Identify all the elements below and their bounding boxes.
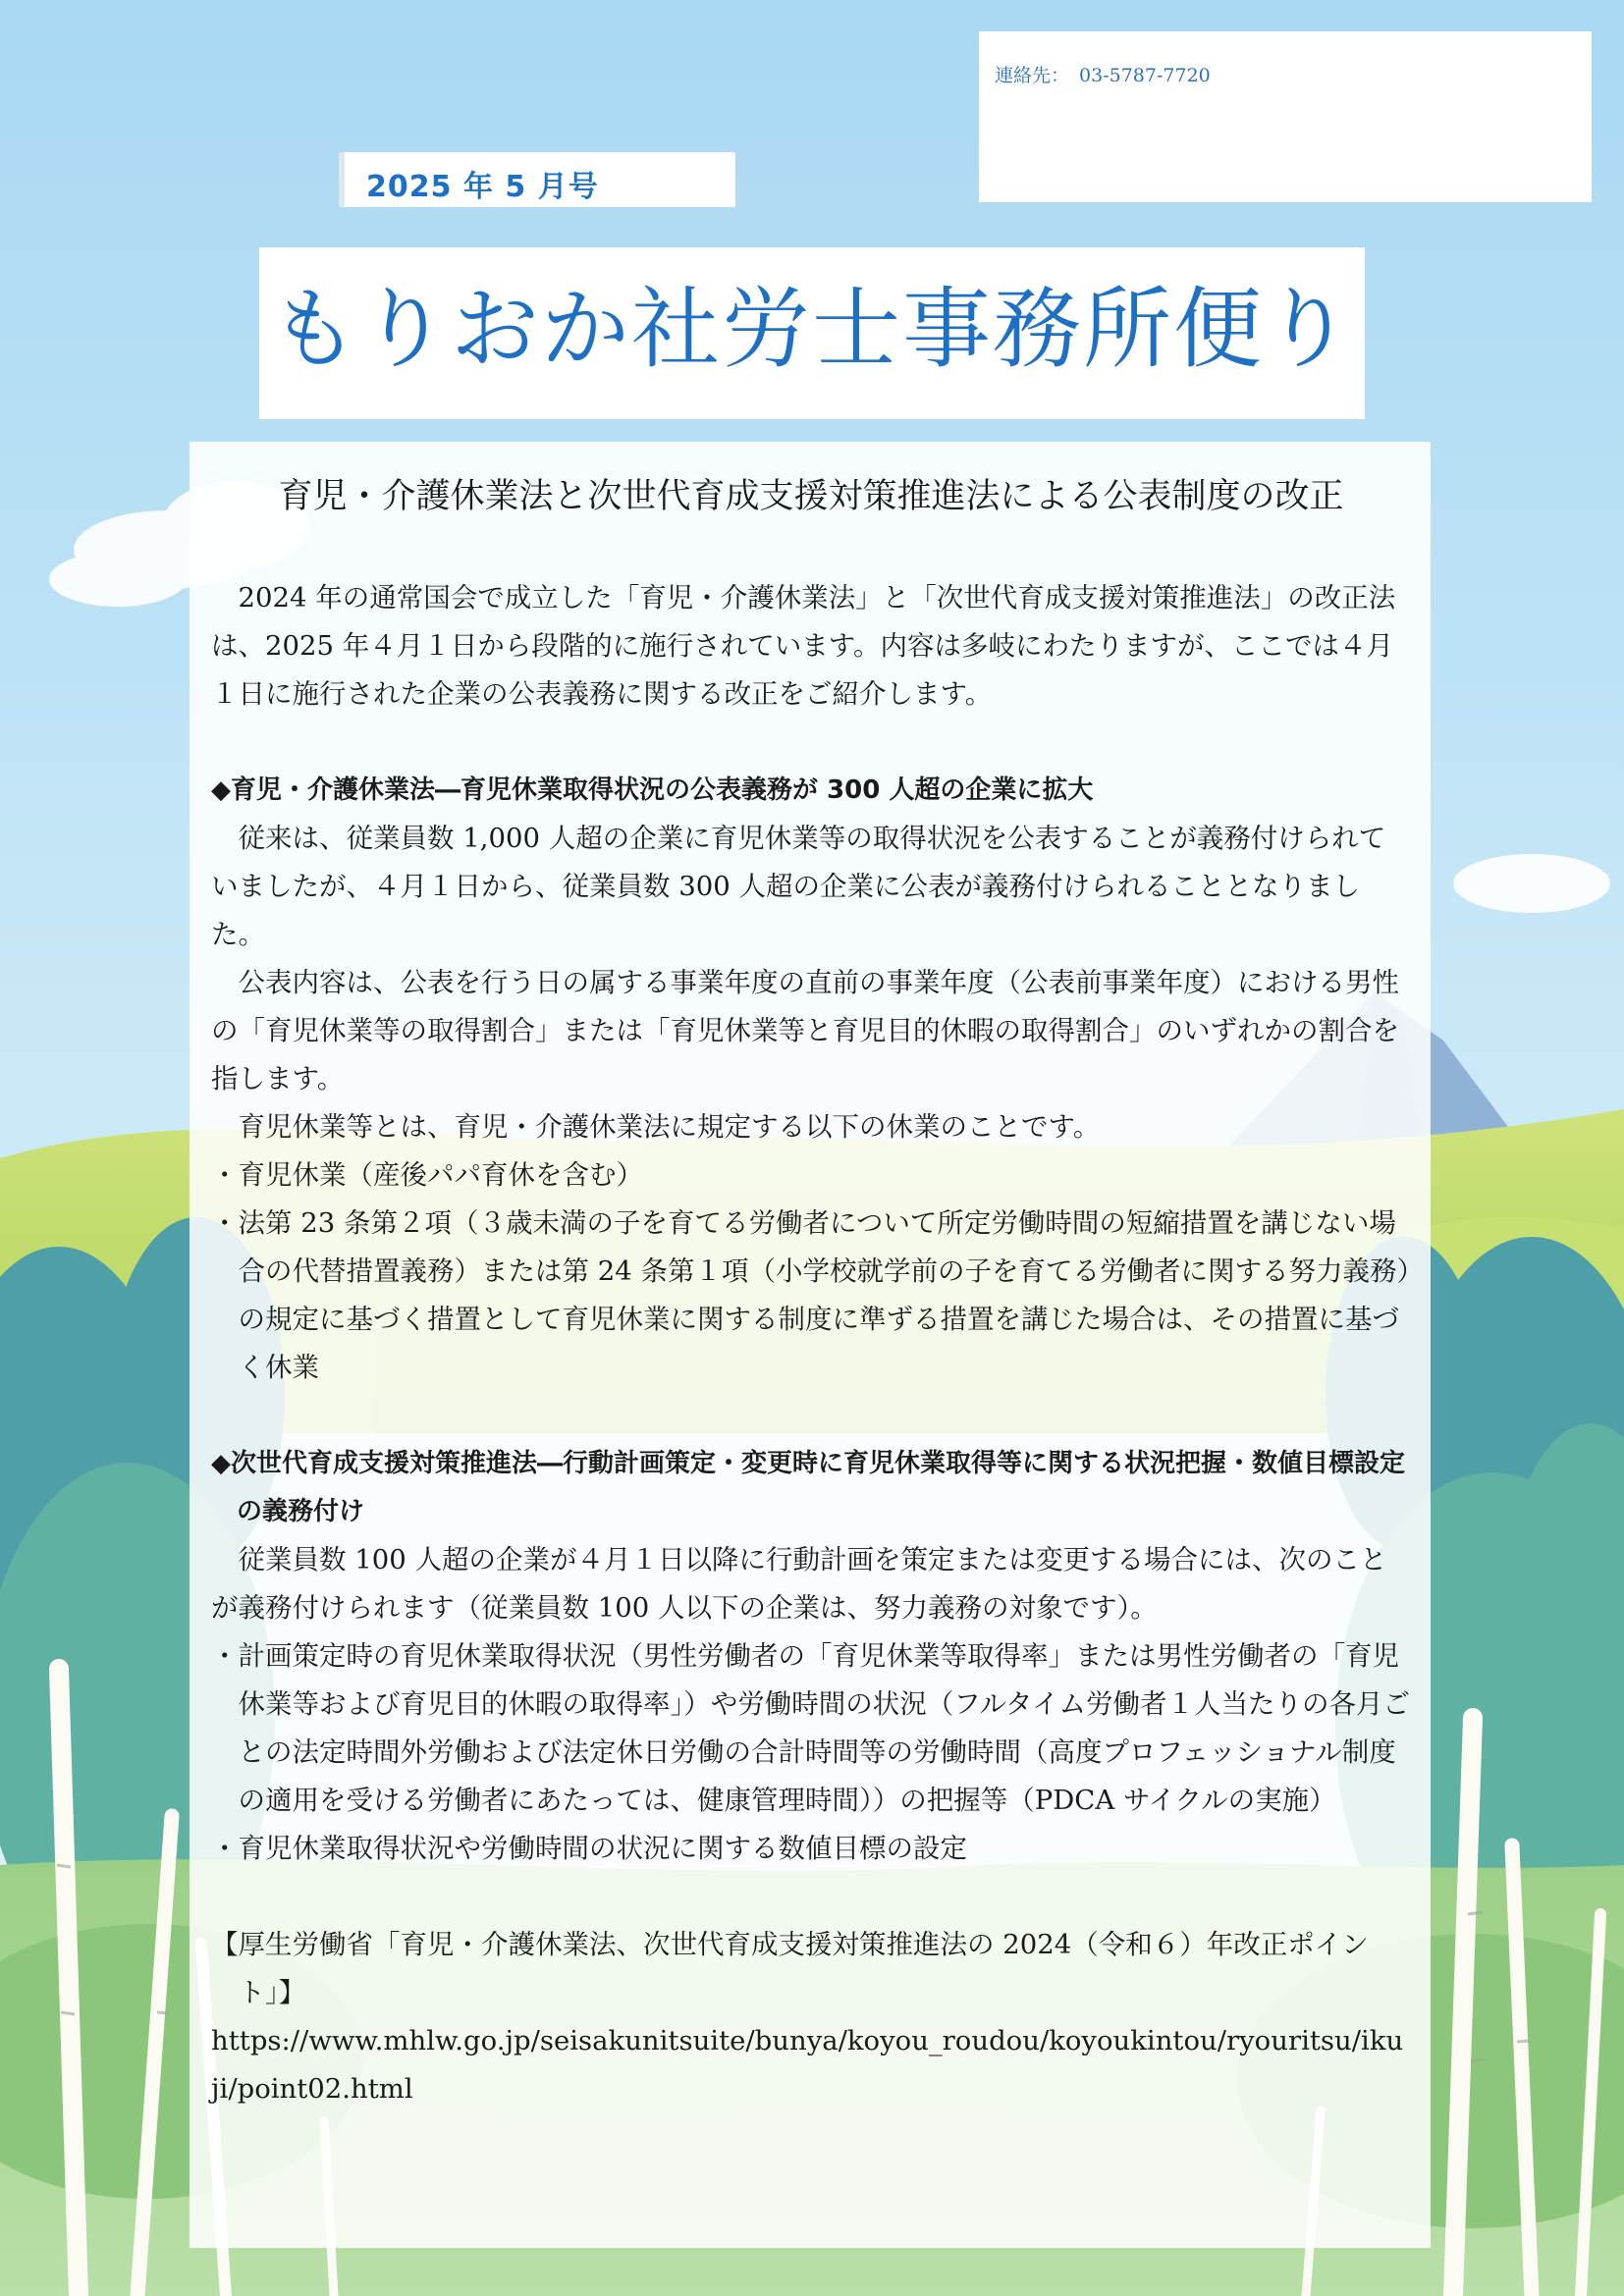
newsletter-title: もりおか社労士事務所便り — [270, 278, 1354, 381]
paragraph: 従業員数 100 人超の企業が４月１日以降に行動計画を策定または変更する場合には、次のことが義務付けられます（従業員数 100 人以下の企業は、努力義務の対象です）。 — [211, 1543, 1387, 1624]
list-item: ・法第 23 条第２項（３歳未満の子を育てる労働者について所定労働時間の短縮措置を講じない場合の代替措置義務）または第 24 条第１項（小学校就学前の子を育てる労働者に関する努力義務）の規定に基づく措置として育児休業に関する制度に準ずる措置を講じた場合は、その措置に基づく休業 — [211, 1206, 1411, 1383]
section-heading: ◆育児・介護休業法―育児休業取得状況の公表義務が 300 人超の企業に拡大 — [211, 774, 1094, 805]
contact-info — [995, 61, 1211, 87]
issue-tag — [339, 152, 735, 207]
issue-date: 2025 年 5 月号 — [366, 170, 599, 204]
contact-box — [979, 31, 1592, 202]
paragraph: 育児休業等とは、育児・介護休業法に規定する以下の休業のことです。 — [238, 1110, 1101, 1143]
paragraph: 公表内容は、公表を行う日の属する事業年度の直前の事業年度（公表前事業年度）における男性の「育児休業等の取得割合」または「育児休業等と育児目的休暇の取得割合」のいずれかの割合を指します。 — [211, 966, 1399, 1095]
content-panel — [189, 442, 1431, 2248]
article-title: 育児・介護休業法と次世代育成支援対策推進法による公表制度の改正 — [278, 477, 1344, 516]
contact-phone[interactable]: 03-5787-7720 — [1079, 65, 1211, 86]
article — [211, 471, 1411, 2113]
list-item: ・育児休業取得状況や労働時間の状況に関する数値目標の設定 — [211, 1832, 967, 1864]
reference-citation: 【厚生労働省「育児・介護休業法、次世代育成支援対策推進法の 2024（令和６）年改正ポイント」】 — [211, 1928, 1369, 2008]
section-heading: ◆次世代育成支援対策推進法―行動計画策定・変更時に育児休業取得等に関する状況把握・数値目標設定の義務付け — [211, 1448, 1405, 1526]
reference-link[interactable]: https://www.mhlw.go.jp/seisakunitsuite/bunya/koyou_roudou/koyoukintou/ryouritsu/ikuji/point02.html — [211, 2024, 1404, 2105]
paragraph: 従来は、従業員数 1,000 人超の企業に育児休業等の取得状況を公表することが義務付けられていましたが、４月１日から、従業員数 300 人超の企業に公表が義務付けられることとなりました。 — [211, 822, 1386, 950]
article-body — [211, 574, 1411, 2113]
list-item: ・育児休業（産後パパ育休を含む） — [211, 1158, 643, 1191]
intro-paragraph: 2024 年の通常国会で成立した「育児・介護休業法」と「次世代育成支援対策推進法」の改正法は、2025 年４月１日から段階的に施行されています。内容は多岐にわたりますが、ここでは４月１日に施行された企業の公表義務に関する改正をご紹介します。 — [211, 581, 1396, 710]
contact-label: 連絡先： — [995, 65, 1070, 86]
list-item: ・計画策定時の育児休業取得状況（男性労働者の「育児休業等取得率」または男性労働者の「育児休業等および育児目的休暇の取得率」）や労働時間の状況（フルタイム労働者１人当たりの各月ごとの法定時間外労働および法定休日労働の合計時間等の労働時間（高度プロフェッショナル制度の適用を受ける労働者にあたっては、健康管理時間））の把握等（PDCA サイクルの実施） — [211, 1639, 1410, 1816]
title-box — [259, 247, 1365, 419]
